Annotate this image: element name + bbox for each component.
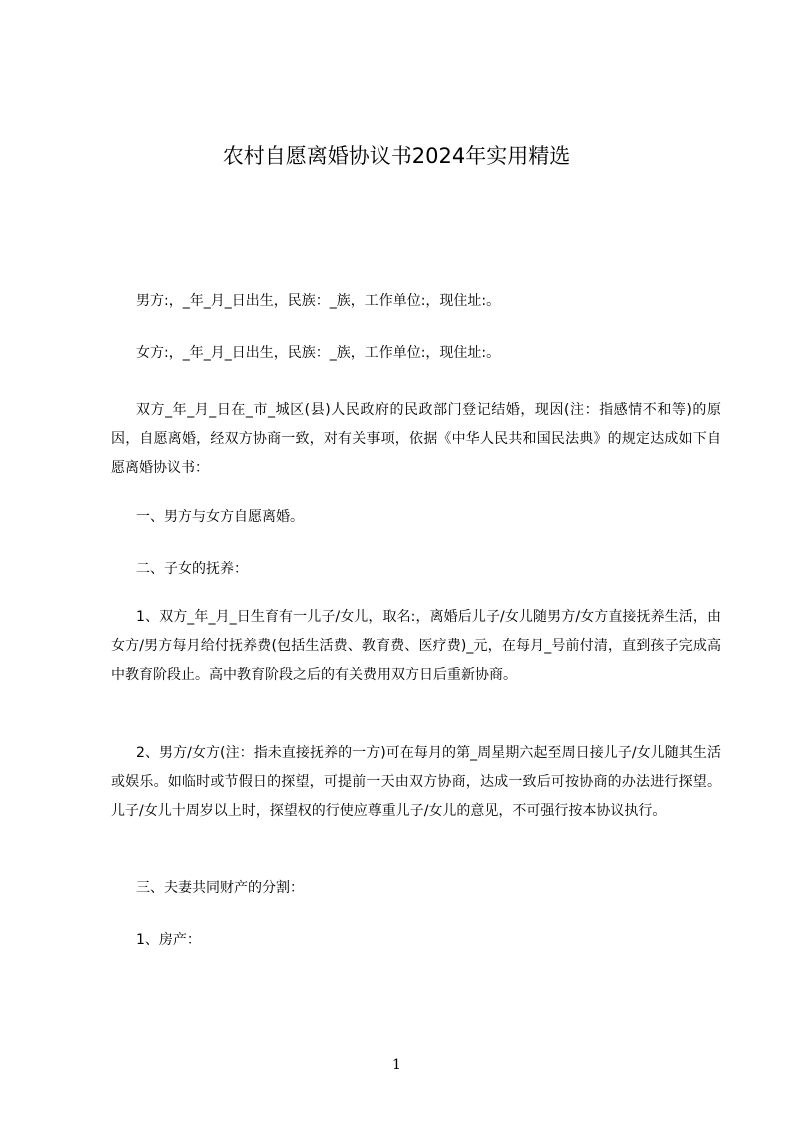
paragraph-real-estate: 1、房产： bbox=[136, 932, 201, 948]
page-number: 1 bbox=[392, 1057, 401, 1073]
paragraph-visitation: 2、男方/女方(注：指未直接抚养的一方)可在每月的第_周星期六起至周日接儿子/女儿随其生活或娱乐。如临时或节假日的探望，可提前一天由双方协商，达成一致后可按协商的办法进行探望。儿子/女儿十周岁以上时，探望权的行使应尊重儿子/女儿的意见，不可强行按本协议执行。 bbox=[111, 745, 721, 819]
paragraph-section-3-heading: 三、夫妻共同财产的分割： bbox=[136, 880, 304, 896]
paragraph-child-custody: 1、双方_年_月_日生育有一儿子/女儿，取名:，离婚后儿子/女儿随男方/女方直接抚养生活，由女方/男方每月给付抚养费(包括生活费、教育费、医疗费)_元，在每月_号前付清，直到孩子完成高中教育阶段止。高中教育阶段之后的有关费用双方日后重新协商。 bbox=[111, 609, 721, 683]
paragraph-marriage-background: 双方_年_月_日在_市_城区(县)人民政府的民政部门登记结婚，现因(注：指感情不和等)的原因，自愿离婚，经双方协商一致，对有关事项，依据《中华人民共和国民法典》的规定达成如下自愿离婚协议书： bbox=[111, 402, 721, 476]
paragraph-section-2-heading: 二、子女的抚养： bbox=[136, 561, 248, 577]
paragraph-section-1: 一、男方与女方自愿离婚。 bbox=[136, 509, 304, 525]
paragraph-wife-info: 女方:，_年_月_日出生，民族：_族，工作单位:，现住址:。 bbox=[136, 345, 501, 361]
paragraph-husband-info: 男方:，_年_月_日出生，民族：_族，工作单位:，现住址:。 bbox=[136, 293, 501, 309]
document-title: 农村自愿离婚协议书2024年实用精选 bbox=[222, 144, 571, 168]
